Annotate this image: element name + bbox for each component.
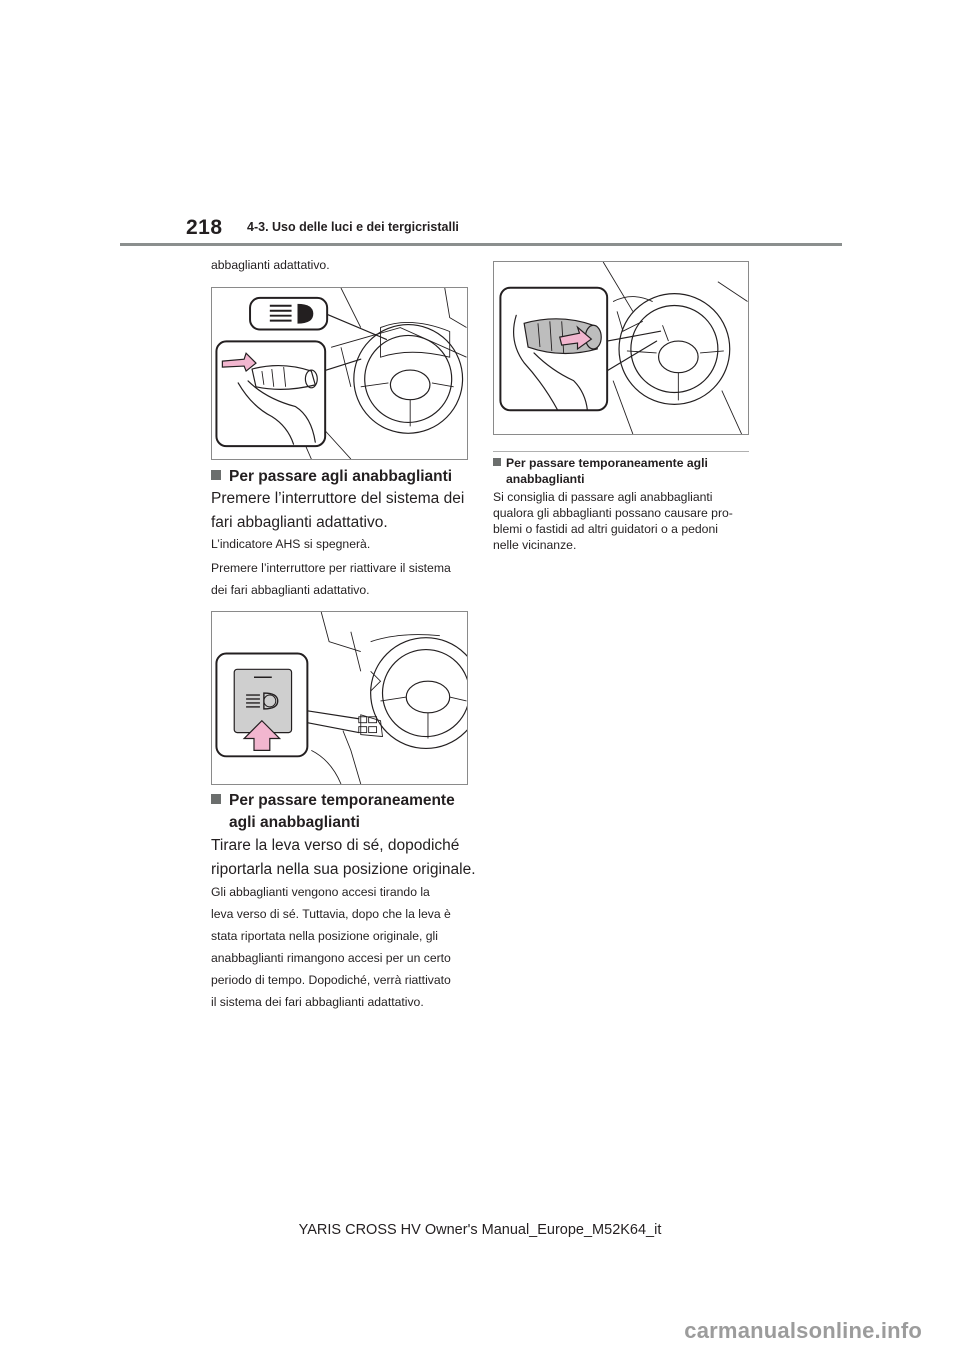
note-reactivate: Premere l’interruttore per riattivare il sistema dei fari abbaglianti adattativo.: [211, 561, 451, 597]
note-ahs-off: L’indicatore AHS si spegnerà.: [211, 537, 371, 551]
note-temporary-low-beam: Gli abbaglianti vengono accesi tirando la leva verso di sé. Tuttavia, dopo che la leva è stata riportata nella posizione originale, gli anabbaglianti rimangono accesi per un certo periodo di tempo. Dopodiché, verrà riattivato il sistema dei fari abbaglianti adattativo.: [211, 885, 451, 1009]
heading-temporary-low-beam: Per passare temporaneamente agli anabbaglianti: [211, 790, 455, 834]
watermark: carmanualsonline.info: [684, 1318, 922, 1343]
heading-temporary-low-beam-info: Per passare temporaneamente agli anabbaglianti: [493, 455, 708, 487]
section-divider: [493, 451, 749, 452]
instruction-low-beam: Premere l’interruttore del sistema dei fari abbaglianti adattativo.: [211, 490, 465, 531]
section-title: 4-3. Uso delle luci e dei tergicristalli: [247, 220, 459, 234]
figure-2-illustration: [212, 612, 467, 784]
figure-headlight-lever-push: [211, 287, 468, 460]
section-bullet-icon: [493, 458, 501, 466]
section-bullet-icon: [211, 794, 221, 804]
figure-1-illustration: [212, 288, 467, 459]
headlight-high-beam-icon: [250, 298, 327, 330]
lever-callout: [216, 341, 325, 446]
figure-3-illustration: [494, 262, 748, 434]
figure-lever-pull: [493, 261, 749, 435]
intro-text: abbaglianti adattativo.: [211, 258, 330, 272]
figure-ahs-switch: [211, 611, 468, 785]
footer-manual-id: YARIS CROSS HV Owner's Manual_Europe_M52K64_it: [298, 1222, 662, 1238]
section-bullet-icon: [211, 470, 221, 480]
instruction-temporary-low-beam: Tirare la leva verso di sé, dopodiché riportarla nella sua posizione originale.: [211, 837, 476, 878]
heading-low-beam: Per passare agli anabbaglianti: [211, 466, 452, 488]
page-number: 218: [186, 216, 223, 239]
header-divider: [120, 243, 842, 246]
body-temporary-low-beam-info: Si consiglia di passare agli anabbaglianti qualora gli abbaglianti possano causare pro- blemi o fastidi ad altri guidatori o a pedoni nelle vicinanze.: [493, 490, 733, 552]
